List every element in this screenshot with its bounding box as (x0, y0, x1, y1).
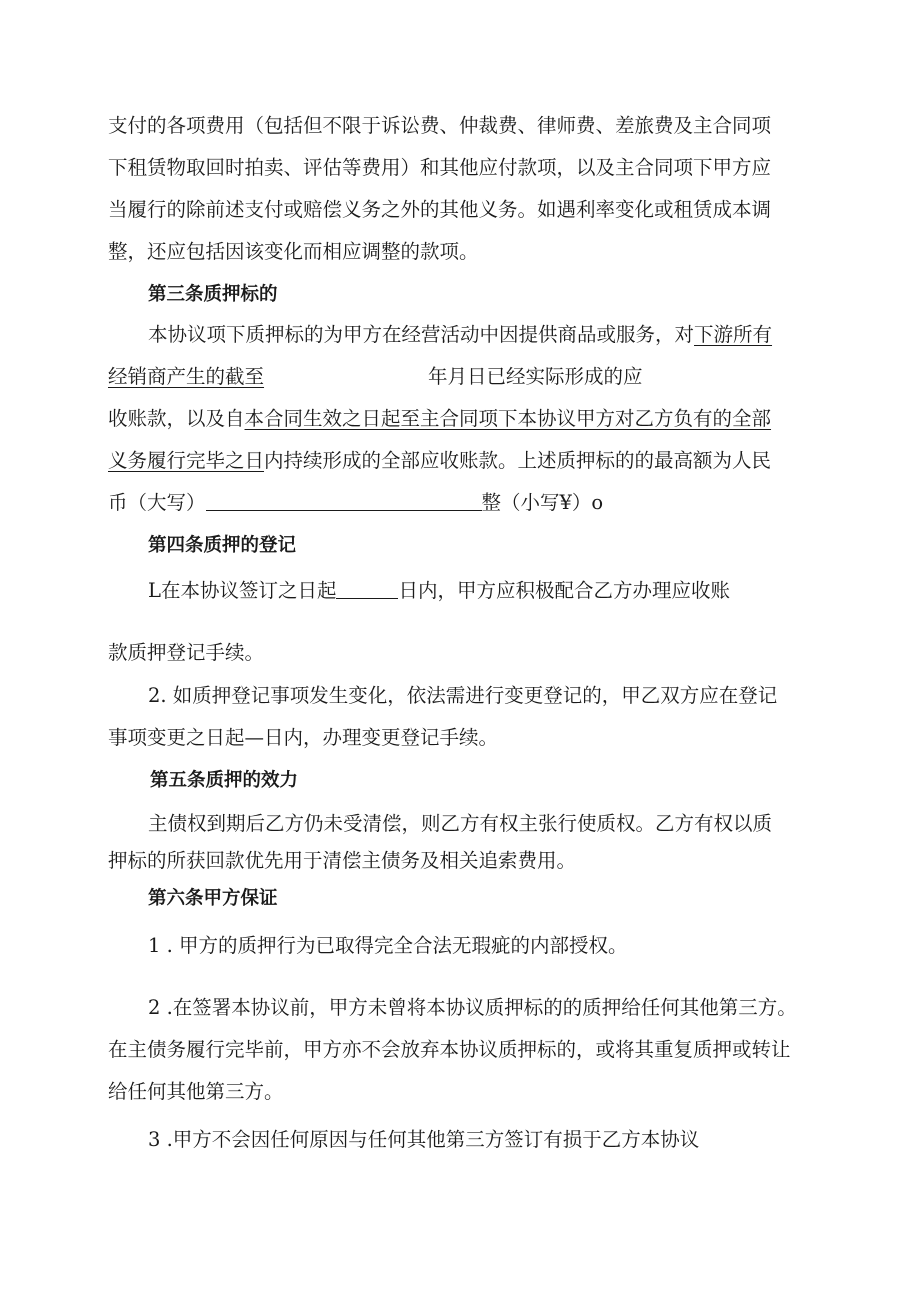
paragraph-line: 当履行的除前述支付或赔偿义务之外的其他义务。如遇利率变化或租赁成本调 (108, 198, 772, 221)
article-4-line: 款质押登记手续。 (108, 641, 265, 664)
article-3-date-text: 年月日已经实际形成的应 (428, 365, 643, 388)
underlined-text: 义务履行完毕之日 (108, 449, 265, 472)
article-6-line: 在主债务履行完毕前，甲方亦不会放弃本协议质押标的，或将其重复质押或转让 (108, 1038, 791, 1061)
article-4-line: 事项变更之日起—日内，办理变更登记手续。 (108, 726, 499, 749)
article-6-line: 给任何其他第三方。 (108, 1080, 284, 1103)
underlined-text: 经销商产 (108, 365, 187, 388)
article-6-item: 2 .在签署本协议前，甲方未曾将本协议质押标的的质押给任何其他第三方。 (148, 996, 797, 1019)
article-3-line: 币（大写） 整（小写¥）o (108, 491, 604, 514)
article-6-item: 3 .甲方不会因任何原因与任何其他第三方签订有损于乙方本协议 (148, 1128, 700, 1151)
article-3-line (108, 364, 264, 390)
article-6-heading: 第六条甲方保证 (148, 888, 278, 909)
underlined-text: 本合同生效之日起至主合同项下本协议甲方对乙方负有的全部 (244, 407, 772, 430)
underlined-text: 生的截至 (186, 365, 265, 388)
underlined-text: 下游所有 (694, 323, 773, 346)
paragraph-line: 整，还应包括因该变化而相应调整的款项。 (108, 240, 479, 263)
paragraph-line: 支付的各项费用（包括但不限于诉讼费、仲裁费、律师费、差旅费及主合同项 (108, 114, 772, 137)
article-3-heading: 第三条质押标的 (148, 284, 278, 305)
blank-field (336, 578, 398, 599)
article-3-line: 义务履行完毕之日内持续形成的全部应收账款。上述质押标的的最高额为人民 (108, 449, 772, 472)
blank-field (206, 490, 482, 511)
article-3-line: 本协议项下质押标的为甲方在经营活动中因提供商品或服务，对下游所有 (148, 323, 773, 346)
article-4-item: L在本协议签订之日起 日内，甲方应积极配合乙方办理应收账 (148, 579, 730, 602)
article-5-heading: 第五条质押的效力 (150, 770, 299, 791)
article-4-heading: 第四条质押的登记 (148, 535, 297, 556)
article-4-item: 2. 如质押登记事项发生变化，依法需进行变更登记的，甲乙双方应在登记 (148, 684, 778, 707)
article-6-item: 1 . 甲方的质押行为已取得完全合法无瑕疵的内部授权。 (148, 934, 628, 957)
article-5-line: 押标的所获回款优先用于清偿主债务及相关追索费用。 (108, 849, 577, 872)
paragraph-line: 下租赁物取回时拍卖、评估等费用）和其他应付款项，以及主合同项下甲方应 (108, 156, 772, 179)
article-3-line: 收账款，以及自本合同生效之日起至主合同项下本协议甲方对乙方负有的全部 (108, 407, 772, 430)
article-5-line: 主债权到期后乙方仍未受清偿，则乙方有权主张行使质权。乙方有权以质 (148, 812, 773, 835)
